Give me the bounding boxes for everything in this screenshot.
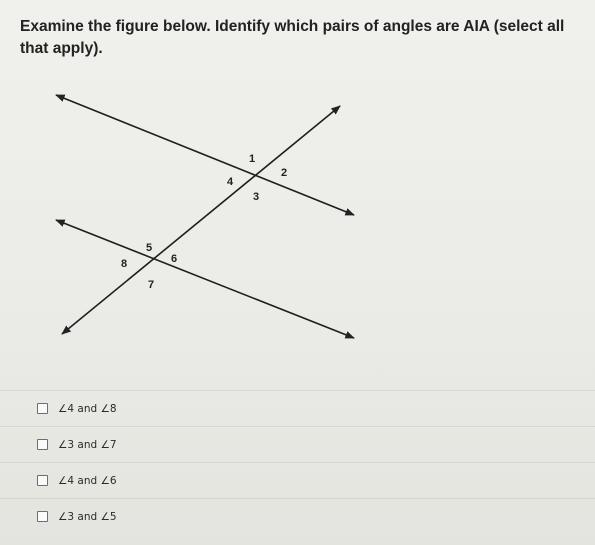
angle-label-4: 4 — [227, 176, 234, 188]
angle-label-3: 3 — [253, 191, 260, 203]
parallel-lines-figure — [48, 92, 368, 347]
angle-label-1: 1 — [249, 153, 256, 165]
answer-option-3[interactable] — [0, 462, 595, 498]
transversal-line — [62, 106, 340, 334]
answer-option-2[interactable] — [0, 426, 595, 462]
answer-options — [0, 390, 595, 534]
parallel-line-lower — [56, 220, 354, 338]
checkbox-option-1[interactable] — [37, 403, 48, 414]
angle-label-2: 2 — [281, 167, 288, 179]
angle-label-7: 7 — [148, 279, 155, 291]
option-label-3: ∠4 and ∠6 — [58, 474, 117, 487]
checkbox-option-2[interactable] — [37, 439, 48, 450]
parallel-line-upper — [56, 95, 354, 215]
answer-option-1[interactable] — [0, 390, 595, 426]
checkbox-option-4[interactable] — [37, 511, 48, 522]
angle-label-5: 5 — [146, 242, 153, 254]
option-label-4: ∠3 and ∠5 — [58, 510, 117, 523]
angle-label-6: 6 — [171, 253, 178, 265]
angle-label-8: 8 — [121, 258, 128, 270]
answer-option-4[interactable] — [0, 498, 595, 534]
figure-svg — [48, 92, 368, 347]
checkbox-option-3[interactable] — [37, 475, 48, 486]
question-prompt: Examine the figure below. Identify which pairs of angles are AIA (select all that apply). — [20, 18, 565, 57]
option-label-1: ∠4 and ∠8 — [58, 402, 117, 415]
option-label-2: ∠3 and ∠7 — [58, 438, 117, 451]
